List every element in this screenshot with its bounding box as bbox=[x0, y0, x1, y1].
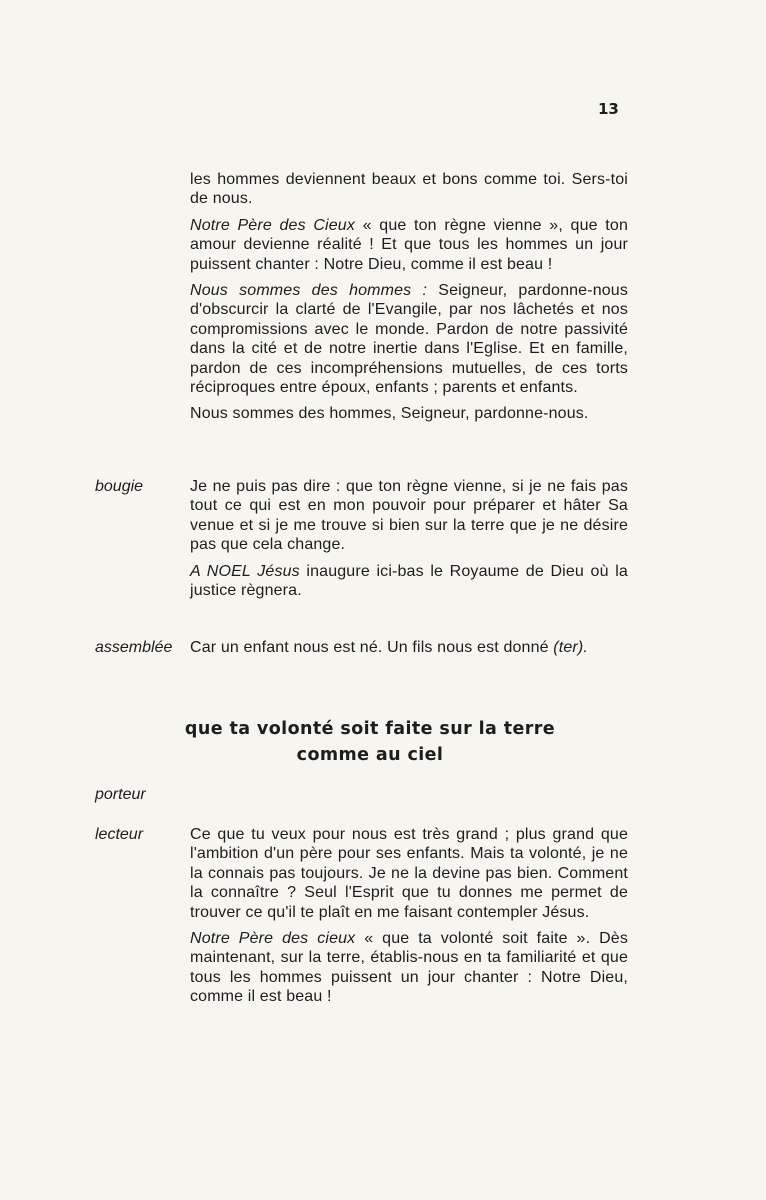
emphasis: Nous sommes des hommes : bbox=[190, 282, 428, 300]
text-block-3 bbox=[190, 638, 628, 664]
speaker-label-porteur: porteur bbox=[95, 786, 146, 803]
speaker-label-assemblee: assemblée bbox=[95, 639, 173, 656]
section-heading bbox=[160, 716, 580, 768]
paragraph: Nous sommes des hommes, Seigneur, pardonne-nous. bbox=[190, 405, 589, 423]
text-block-2 bbox=[190, 477, 628, 607]
speaker-label-lecteur: lecteur bbox=[95, 826, 144, 843]
paragraph-text: Car un enfant nous est né. Un fils nous est donné bbox=[190, 639, 549, 656]
paragraph bbox=[190, 638, 628, 657]
paragraph-text: inaugure ici-bas le Royaume de Dieu où la justice règnera. bbox=[190, 562, 628, 600]
emphasis: (ter). bbox=[553, 639, 588, 656]
paragraph bbox=[190, 562, 628, 601]
paragraph: Je ne puis pas dire : que ton règne vienne, si je ne fais pas tout ce qui est en mon pouvoir pour préparer et hâter Sa venue et si je me trouve si bien sur la terre que je ne désire pas que cela change. bbox=[190, 478, 628, 554]
emphasis: Notre Père des cieux bbox=[190, 930, 356, 948]
page-number: 13 bbox=[598, 100, 619, 118]
text-block-1 bbox=[190, 170, 628, 431]
paragraph: Ce que tu veux pour nous est très grand ; plus grand que l'ambition d'un père pour ses enfants. Mais ta volonté, je ne la connais pas toujours. Je ne la devine pas bien. Comment la connaître ? Seul l'Esprit que tu donnes me permet de trouver ce qu'il te plaît en me faisant contempler Jésus. bbox=[190, 826, 628, 921]
paragraph-text: Seigneur, pardonne-nous d'obscurcir la clarté de l'Evangile, par nos lâchetés et nos compromissions avec le monde. Pardon de notre passivité dans la cité et de notre inertie dans l'Eglise. Et en famille, pardon de ces incompréhensions mutuelles, de ces torts réciproques entre époux, enfants ; parents et enfants. bbox=[190, 282, 628, 397]
paragraph-text: « que ton règne vienne », que ton amour devienne réalité ! Et que tous les hommes un jour puissent chanter : Notre Dieu, comme il est beau ! bbox=[190, 216, 628, 273]
paragraph: les hommes deviennent beaux et bons comme toi. Sers-toi de nous. bbox=[190, 171, 628, 208]
emphasis: Notre Père des Cieux bbox=[190, 216, 356, 234]
paragraph bbox=[190, 281, 628, 397]
speaker-label-bougie: bougie bbox=[95, 478, 144, 495]
paragraph bbox=[190, 216, 628, 274]
paragraph bbox=[190, 929, 628, 1007]
heading-line-1: que ta volonté soit faite sur la terre bbox=[184, 719, 556, 739]
paragraph-text: « que ta volonté soit faite ». Dès maintenant, sur la terre, établis-nous en ta familiarité et que tous les hommes puissent un jour chanter : Notre Dieu, comme il est beau ! bbox=[190, 930, 629, 1006]
text-block-5 bbox=[190, 825, 628, 1014]
heading-line-2: comme au ciel bbox=[296, 745, 444, 765]
emphasis: A NOEL Jésus bbox=[190, 562, 300, 580]
